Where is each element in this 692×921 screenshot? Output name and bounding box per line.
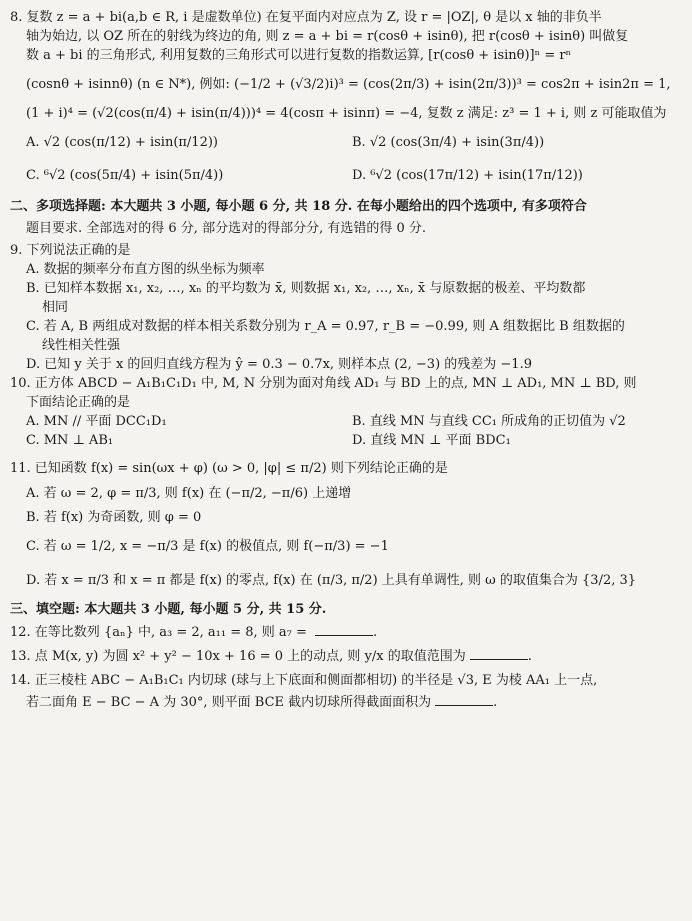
q9-option-b-line-2: 相同	[42, 300, 69, 315]
q9-option-a: A. 数据的频率分布直方图的纵坐标为频率	[26, 262, 265, 277]
q8-line-2: 轴为始边, 以 OZ 所在的射线为终边的角, 则 z = a + bi = r(cosθ + isinθ), 把 r(cosθ + isinθ) 叫做复	[26, 29, 629, 44]
q10-option-b: B. 直线 MN 与直线 CC₁ 所成角的正切值为 √2	[352, 414, 626, 429]
q10-line-2: 下面结论正确的是	[26, 395, 131, 410]
question-14	[10, 670, 678, 714]
section-2-header	[10, 197, 678, 239]
q12-answer-blank[interactable]	[315, 635, 373, 636]
question-11	[10, 456, 678, 598]
q8-line-5: (1 + i)⁴ = (√2(cos(π/4) + isin(π/4)))⁴ = 4(cosπ + isinπ) = −4, 复数 z 满足: z³ = 1 + i, 则 z 可能取值为	[26, 106, 667, 121]
question-12: 12. 在等比数列 {aₙ} 中, a₃ = 2, a₁₁ = 8, 则 a₇ = .	[10, 625, 378, 640]
q8-option-c: C. ⁶√2 (cos(5π/4) + isin(5π/4))	[26, 168, 224, 183]
q10-options-row-1	[10, 412, 678, 431]
q10-options-row-2	[10, 431, 678, 450]
q9-option-c-line-1: C. 若 A, B 两组成对数据的样本相关系数分别为 r_A = 0.97, r_B = −0.99, 则 A 组数据比 B 组数据的	[26, 319, 625, 334]
q11-option-a: A. 若 ω = 2, φ = π/3, 则 f(x) 在 (−π/2, −π/6) 上递增	[26, 486, 352, 501]
q11-option-d: D. 若 x = π/3 和 x = π 都是 f(x) 的零点, f(x) 在 (π/3, π/2) 上具有单调性, 则 ω 的取值集合为 {3/2, 3}	[26, 573, 637, 588]
section-3-header: 三、填空题: 本大题共 3 小题, 每小题 5 分, 共 15 分.	[10, 602, 327, 617]
q10-option-d: D. 直线 MN ⊥ 平面 BDC₁	[352, 433, 511, 448]
question-13: 13. 点 M(x, y) 为圆 x² + y² − 10x + 16 = 0 上的动点, 则 y/x 的取值范围为 .	[10, 649, 532, 664]
q14-line-2: 若二面角 E − BC − A 为 30°, 则平面 BCE 截内切球所得截面面积为	[26, 695, 432, 710]
q8-line-1: 8. 复数 z = a + bi(a,b ∈ R, i 是虚数单位) 在复平面内对应点为 Z, 设 r = |OZ|, θ 是以 x 轴的非负半	[10, 10, 602, 25]
section-2-line-1: 二、多项选择题: 本大题共 3 小题, 每小题 6 分, 共 18 分. 在每小题给出的四个选项中, 有多项符合	[10, 199, 587, 214]
q9-option-c-line-2: 线性相关性强	[42, 338, 121, 353]
q8-option-b: B. √2 (cos(3π/4) + isin(3π/4))	[352, 135, 545, 150]
q9-stem: 9. 下列说法正确的是	[10, 243, 131, 258]
q10-option-c: C. MN ⊥ AB₁	[26, 433, 114, 448]
q8-options-row-2	[10, 166, 678, 185]
q10-line-1: 10. 正方体 ABCD − A₁B₁C₁D₁ 中, M, N 分别为面对角线 AD₁ 与 BD 上的点, MN ⊥ AD₁, MN ⊥ BD, 则	[10, 376, 637, 391]
question-8	[10, 8, 678, 185]
q14-line-1: 14. 正三棱柱 ABC − A₁B₁C₁ 内切球 (球与上下底面和侧面都相切) 的半径是 √3, E 为棱 AA₁ 上一点,	[10, 673, 598, 688]
q10-option-a: A. MN // 平面 DCC₁D₁	[26, 414, 167, 429]
q9-option-b-line-1: B. 已知样本数据 x₁, x₂, …, xₙ 的平均数为 x̄, 则数据 x₁, x₂, …, xₙ, x̄ 与原数据的极差、平均数都	[26, 281, 586, 296]
q13-text: 13. 点 M(x, y) 为圆 x² + y² − 10x + 16 = 0 上的动点, 则 y/x 的取值范围为	[10, 649, 466, 664]
q11-option-b: B. 若 f(x) 为奇函数, 则 φ = 0	[26, 510, 202, 525]
q14-answer-blank[interactable]	[435, 705, 493, 706]
q11-option-c: C. 若 ω = 1/2, x = −π/3 是 f(x) 的极值点, 则 f(−π/3) = −1	[26, 539, 389, 554]
q13-answer-blank[interactable]	[470, 659, 528, 660]
q9-option-d: D. 已知 y 关于 x 的回归直线方程为 ŷ = 0.3 − 0.7x, 则样本点 (2, −3) 的残差为 −1.9	[26, 357, 532, 372]
question-9	[10, 241, 678, 374]
q8-options-row-1	[10, 133, 678, 152]
q8-option-d: D. ⁶√2 (cos(17π/12) + isin(17π/12))	[352, 168, 583, 183]
q8-line-4: (cosnθ + isinnθ) (n ∈ N*), 例如: (−1/2 + (√3/2)i)³ = (cos(2π/3) + isin(2π/3))³ = cos2π + isin2π = 1,	[26, 77, 671, 92]
q11-stem: 11. 已知函数 f(x) = sin(ωx + φ) (ω > 0, |φ| ≤ π/2) 则下列结论正确的是	[10, 461, 448, 476]
section-2-line-2: 题目要求. 全部选对的得 6 分, 部分选对的得部分分, 有选错的得 0 分.	[26, 221, 426, 236]
q8-option-a: A. √2 (cos(π/12) + isin(π/12))	[26, 135, 218, 150]
q8-line-3: 数 a + bi 的三角形式, 利用复数的三角形式可以进行复数的指数运算, [r(cosθ + isinθ)]ⁿ = rⁿ	[26, 48, 572, 63]
question-10	[10, 374, 678, 450]
q14-line-2-wrap: 若二面角 E − BC − A 为 30°, 则平面 BCE 截内切球所得截面面积为 .	[26, 695, 498, 710]
q12-text: 12. 在等比数列 {aₙ} 中, a₃ = 2, a₁₁ = 8, 则 a₇ =	[10, 625, 312, 640]
